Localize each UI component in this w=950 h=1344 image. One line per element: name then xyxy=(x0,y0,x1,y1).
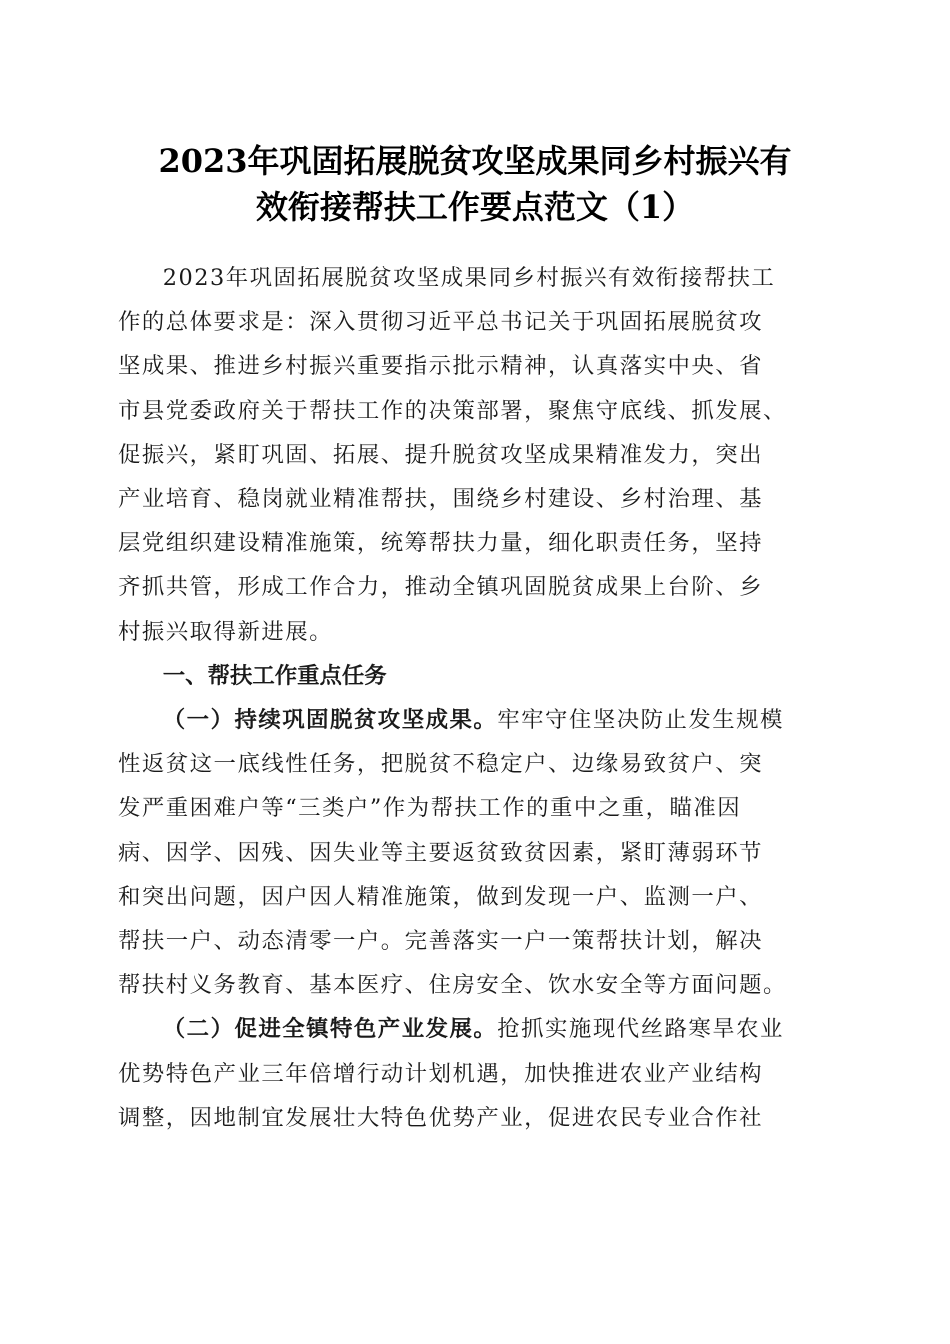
paragraph-line xyxy=(118,698,836,742)
paragraph-line: 促振兴，紧盯巩固、拓展、提升脱贫攻坚成果精准发力，突出 xyxy=(118,441,764,468)
task-item-1 xyxy=(118,698,836,1007)
paragraph-line: 市县党委政府关于帮扶工作的决策部署，聚焦守底线、抓发展、 xyxy=(118,397,787,424)
paragraph-line: 发严重困难户等“三类户”作为帮扶工作的重中之重，瞄准因 xyxy=(118,795,742,822)
paragraph-line: 层党组织建设精准施策，统筹帮扶力量，细化职责任务，坚持 xyxy=(118,530,764,557)
paragraph-line: 调整，因地制宜发展壮大特色优势产业，促进农民专业合作社 xyxy=(118,1104,764,1131)
document-body xyxy=(118,256,836,1140)
paragraph-line: 坚成果、推进乡村振兴重要指示批示精神，认真落实中央、省 xyxy=(118,353,764,380)
paragraph-line: 优势特色产业三年倍增行动计划机遇，加快推进农业产业结构 xyxy=(118,1060,764,1087)
paragraph-line: 村振兴取得新进展。 xyxy=(118,618,334,645)
paragraph-line: 性返贫这一底线性任务，把脱贫不稳定户、边缘易致贫户、突 xyxy=(118,751,764,778)
item-lead-rest: 抢抓实施现代丝路寒旱农业 xyxy=(497,1016,784,1043)
title-line: 效衔接帮扶工作要点范文（1） xyxy=(255,188,695,226)
intro-paragraph xyxy=(118,256,836,654)
paragraph-line: 帮扶村义务教育、基本医疗、住房安全、饮水安全等方面问题。 xyxy=(118,972,787,999)
task-item-2 xyxy=(118,1007,836,1140)
paragraph-line: 和突出问题，因户因人精准施策，做到发现一户、监测一户、 xyxy=(118,883,764,910)
title-line: 2023年巩固拓展脱贫攻坚成果同乡村振兴有 xyxy=(158,142,792,180)
document-title xyxy=(110,138,840,230)
paragraph-line: 齐抓共管，形成工作合力，推动全镇巩固脱贫成果上台阶、乡 xyxy=(118,574,764,601)
paragraph-line xyxy=(118,1007,836,1051)
item-lead: （一）持续巩固脱贫攻坚成果。 xyxy=(162,707,498,734)
item-lead: （二）促进全镇特色产业发展。 xyxy=(162,1016,498,1043)
paragraph-line: 病、因学、因残、因失业等主要返贫致贫因素，紧盯薄弱环节 xyxy=(118,839,764,866)
paragraph-line: 产业培育、稳岗就业精准帮扶，围绕乡村建设、乡村治理、基 xyxy=(118,486,764,513)
paragraph-line: 帮扶一户、动态清零一户。完善落实一户一策帮扶计划，解决 xyxy=(118,928,764,955)
paragraph-line: 2023年巩固拓展脱贫攻坚成果同乡村振兴有效衔接帮扶工 xyxy=(162,265,776,291)
item-lead-rest: 牢牢守住坚决防止发生规模 xyxy=(497,707,784,734)
section-heading: 一、帮扶工作重点任务 xyxy=(162,662,387,689)
paragraph-line: 作的总体要求是：深入贯彻习近平总书记关于巩固拓展脱贫攻 xyxy=(118,309,764,336)
